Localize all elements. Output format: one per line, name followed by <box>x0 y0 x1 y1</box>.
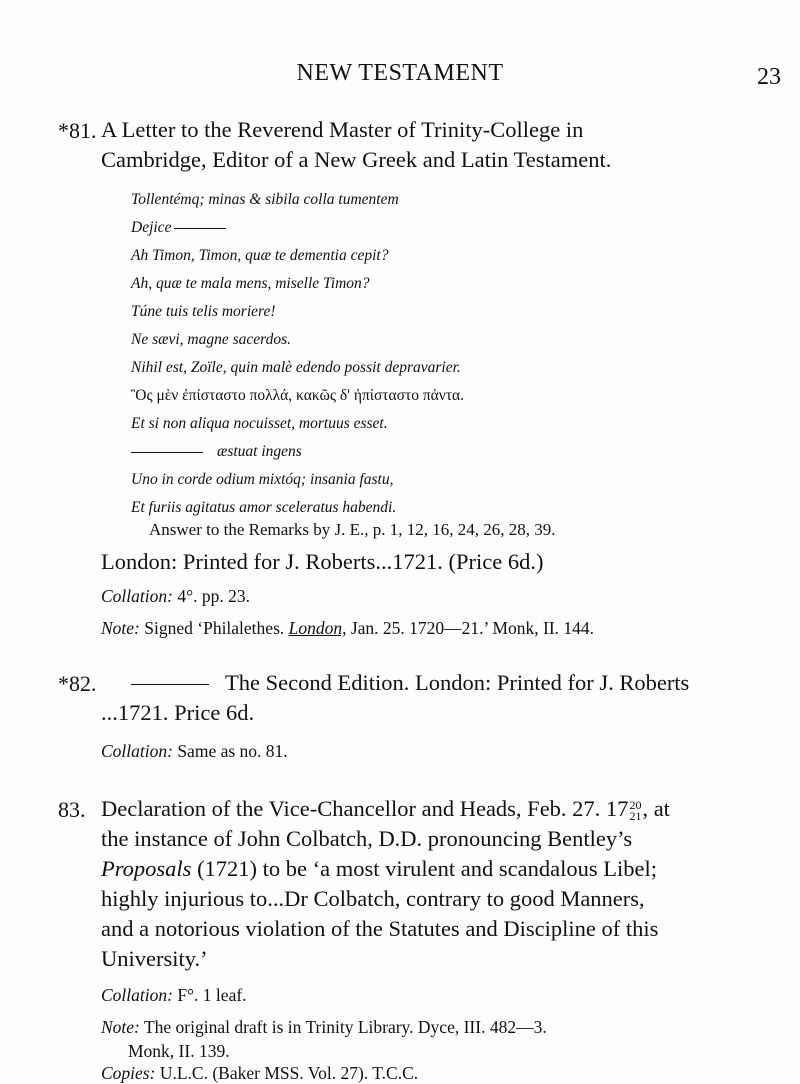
collation-value: F°. 1 leaf. <box>177 985 247 1005</box>
entry-body-line: and a notorious violation of the Statutes and Discipline of this <box>101 916 659 941</box>
collation-label: Collation: <box>101 586 173 606</box>
entry-body-line: the instance of John Colbatch, D.D. pronouncing Bentley’s <box>101 826 633 851</box>
verse-text: æstuat ingens <box>217 443 302 460</box>
collation-label: Collation: <box>101 985 173 1005</box>
verse-line: Ne sævi, magne sacerdos. <box>131 331 292 348</box>
verse-line-greek: Ὃς μὲν ἐπίσταστο πολλά, κακῶς δ' ἠπίσταστο πάντα. <box>131 387 465 404</box>
body-text: Declaration of the Vice-Chancellor and Heads, Feb. 27. 17 <box>101 796 629 821</box>
fraction-top: 20 <box>629 797 642 812</box>
copies-value: U.L.C. (Baker MSS. Vol. 27). T.C.C. <box>159 1063 419 1083</box>
dash-rule <box>131 684 209 685</box>
proposals-title: Proposals <box>101 856 192 881</box>
collation-line <box>101 741 288 762</box>
note-label: Note: <box>101 618 140 638</box>
collation-value: 4°. pp. 23. <box>177 586 250 606</box>
verse-line <box>131 214 229 242</box>
entry-title-line <box>131 667 689 699</box>
entry-title-line: Cambridge, Editor of a New Greek and Latin Testament. <box>101 147 612 172</box>
dash-rule <box>131 452 203 453</box>
verse-line: Et furiis agitatus amor sceleratus habendi. <box>131 499 397 516</box>
note-line: Monk, II. 139. <box>128 1041 230 1061</box>
note-label: Note: <box>101 1017 140 1037</box>
entry-title-text: The Second Edition. London: Printed for J. Roberts <box>225 670 690 695</box>
verse-line: Et si non aliqua nocuisset, mortuus esset. <box>131 415 388 432</box>
date-fraction <box>629 797 642 823</box>
imprint: London: Printed for J. Roberts...1721. (Price 6d.) <box>101 549 544 574</box>
collation-line <box>101 985 247 1006</box>
body-text: (1721) to be ‘a most virulent and scandalous Libel; <box>197 856 657 881</box>
running-header: NEW TESTAMENT <box>296 60 504 86</box>
note-line <box>101 1017 547 1038</box>
note-text: The original draft is in Trinity Library. Dyce, III. 482—3. <box>143 1017 547 1037</box>
verse-line: Túne tuis telis moriere! <box>131 303 276 320</box>
verse-line <box>131 438 302 466</box>
verse-line: Uno in corde odium mixtóq; insania fastu, <box>131 471 394 488</box>
verse-line: Tollentémq; minas & sibila colla tumentem <box>131 191 399 208</box>
note-place: London, <box>288 618 347 638</box>
entry-body-line <box>101 853 657 885</box>
verse-line: Ah, quæ te mala mens, miselle Timon? <box>131 275 370 292</box>
entry-body-line: University.’ <box>101 946 208 971</box>
collation-line <box>101 586 250 607</box>
copies-line <box>101 1063 418 1084</box>
page-number: 23 <box>757 64 781 90</box>
copies-label: Copies: <box>101 1063 156 1083</box>
entry-number: *81. <box>58 118 97 143</box>
answer-reference: Answer to the Remarks by J. E., p. 1, 12, 16, 24, 26, 28, 39. <box>149 520 556 539</box>
note-text: Jan. 25. 1720—21.’ Monk, II. 144. <box>350 618 595 638</box>
collation-label: Collation: <box>101 741 173 761</box>
body-text: , at <box>642 796 670 821</box>
note-text: Signed ‘Philalethes. <box>144 618 285 638</box>
verse-line: Ah Timon, Timon, quæ te dementia cepit? <box>131 247 389 264</box>
verse-text: Dejice <box>131 219 172 236</box>
entry-number: *82. <box>58 671 97 696</box>
note-line <box>101 618 594 639</box>
entry-number: 83. <box>58 797 86 822</box>
entry-title-line: ...1721. Price 6d. <box>101 700 255 725</box>
entry-title-line: A Letter to the Reverend Master of Trinity-College in <box>101 117 584 142</box>
verse-line: Nihil est, Zoïle, quin malè edendo possit depravarier. <box>131 359 461 376</box>
fraction-bottom: 21 <box>629 808 642 823</box>
dash-rule <box>174 228 226 229</box>
collation-value: Same as no. 81. <box>177 741 288 761</box>
entry-body-line: highly injurious to...Dr Colbatch, contrary to good Manners, <box>101 886 645 911</box>
entry-body-line <box>101 793 670 825</box>
